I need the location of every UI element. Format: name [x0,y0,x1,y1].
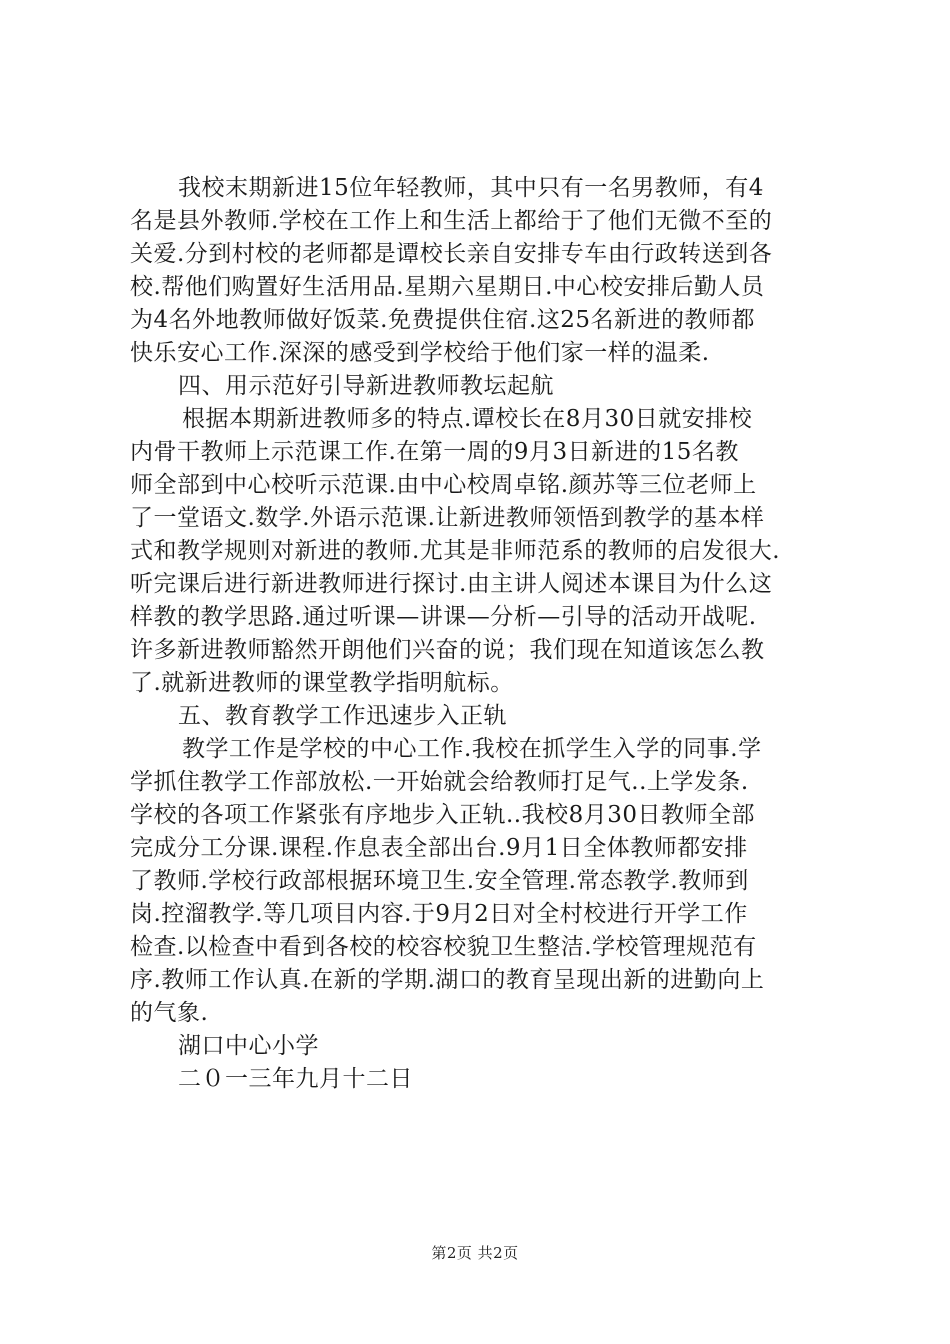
paragraph-line: 校.帮他们购置好生活用品.星期六星期日.中心校安排后勤人员 [130,274,765,300]
signature-date: 二０一三年九月十二日 [178,1066,413,1092]
paragraph-line: 师全部到中心校听示范课.由中心校周卓铭.颜苏等三位老师上 [130,472,757,498]
paragraph-line: 内骨干教师上示范课工作.在第一周的9月3日新进的15名教 [130,439,739,465]
paragraph-line: 教学工作是学校的中心工作.我校在抓学生入学的同事.学 [182,736,762,762]
paragraph-line: 快乐安心工作.深深的感受到学校给于他们家一样的温柔. [130,340,710,366]
paragraph-line: 了教师.学校行政部根据环境卫生.安全管理.常态教学.教师到 [130,868,749,894]
paragraph-line: 序.教师工作认真.在新的学期.湖口的教育呈现出新的进勤向上 [130,967,765,993]
paragraph-line: 名是县外教师.学校在工作上和生活上都给于了他们无微不至的 [130,208,773,234]
paragraph-line: 为4名外地教师做好饭菜.免费提供住宿.这25名新进的教师都 [130,307,756,333]
paragraph-line: 根据本期新进教师多的特点.谭校长在8月30日就安排校 [182,406,753,432]
section-heading: 五、教育教学工作迅速步入正轨 [178,703,507,729]
signature-organization: 湖口中心小学 [178,1033,319,1059]
document-body [130,172,842,1096]
paragraph-line: 关爱.分到村校的老师都是谭校长亲自安排专车由行政转送到各 [130,241,773,267]
paragraph-line: 了一堂语文.数学.外语示范课.让新进教师领悟到教学的基本样 [130,505,765,531]
page-footer [0,1243,950,1263]
paragraph-line: 了.就新进教师的课堂教学指明航标。 [130,670,514,696]
paragraph-line: 样教的教学思路.通过听课—讲课—分析—引导的活动开战呢. [130,604,757,630]
paragraph-line: 的气象. [130,1000,209,1026]
page-number-label: 第2页 共2页 [431,1244,519,1262]
section-heading: 四、用示范好引导新进教师教坛起航 [178,373,554,399]
paragraph-line: 学抓住教学工作部放松.一开始就会给教师打足气..上学发条. [130,769,749,795]
paragraph-line: 许多新进教师豁然开朗他们兴奋的说；我们现在知道该怎么教 [130,637,765,663]
paragraph-line: 学校的各项工作紧张有序地步入正轨..我校8月30日教师全部 [130,802,756,828]
paragraph-line: 岗.控溜教学.等几项目内容.于9月2日对全村校进行开学工作 [130,901,748,927]
paragraph-line: 我校末期新进15位年轻教师，其中只有一名男教师，有4 [178,175,764,201]
paragraph-line: 检查.以检查中看到各校的校容校貌卫生整洁.学校管理规范有 [130,934,757,960]
paragraph-line: 听完课后进行新进教师进行探讨.由主讲人阅述本课目为什么这 [130,571,773,597]
paragraph-line: 式和教学规则对新进的教师.尤其是非师范系的教师的启发很大. [130,538,781,564]
paragraph-line: 完成分工分课.课程.作息表全部出台.9月1日全体教师都安排 [130,835,748,861]
